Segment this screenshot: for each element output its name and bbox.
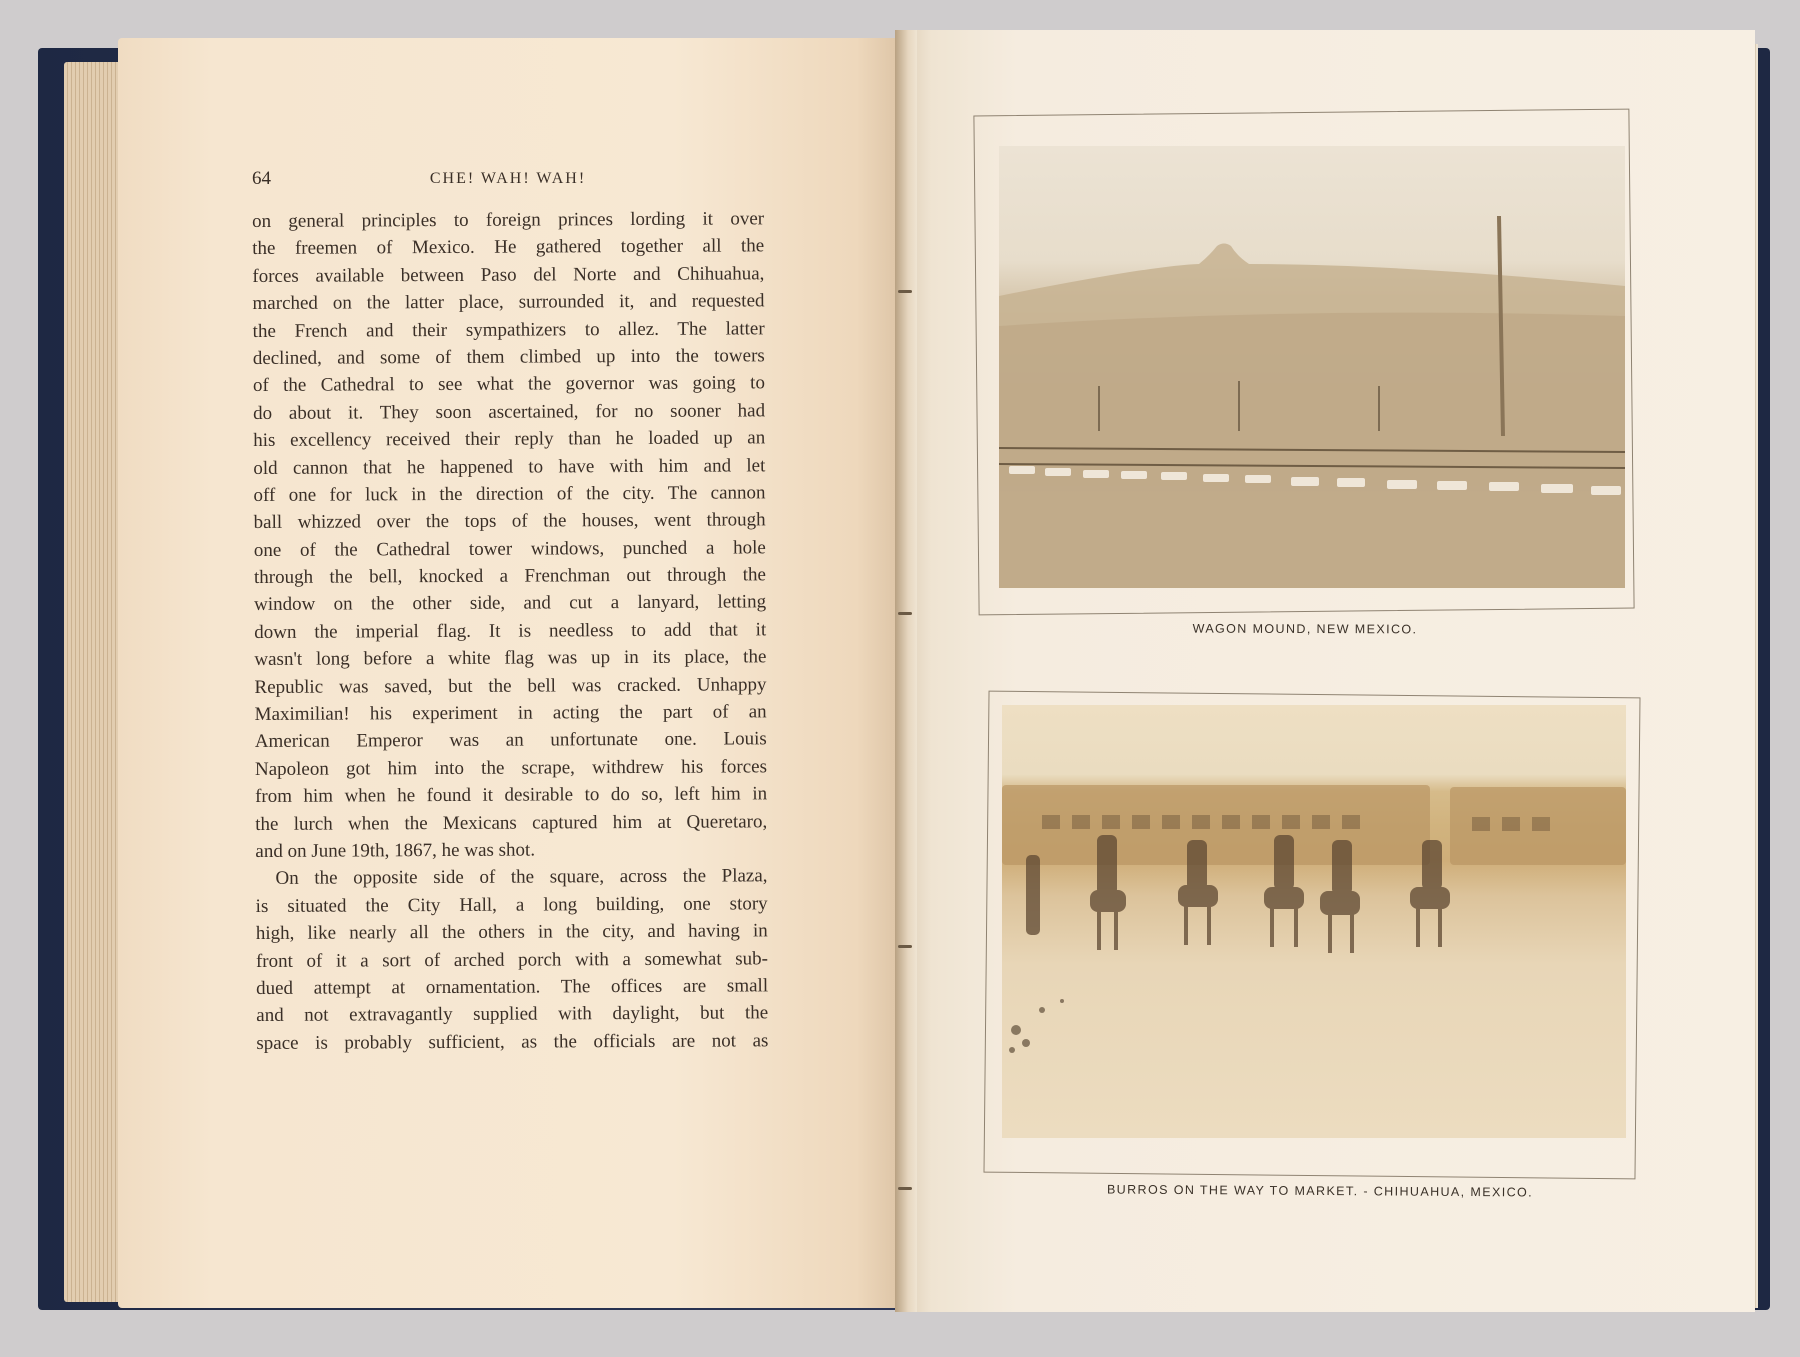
text-line: the lurch when the Mexicans captured him at Queretaro, [255, 810, 768, 835]
text-line: marched on the latter place, surrounded it, and requested [252, 290, 765, 315]
burros-illustration [1002, 705, 1626, 1138]
text-line: of the Cathedral to see what the governor was going to [252, 372, 765, 397]
caption-bottom: BURROS ON THE WAY TO MARKET. - CHIHUAHUA, MEXICO. [1106, 1182, 1534, 1200]
text-line: is situated the City Hall, a long building, one story [255, 893, 768, 917]
caption-top: WAGON MOUND, NEW MEXICO. [1192, 621, 1418, 637]
text-line: ball whizzed over the tops of the houses, went through [253, 509, 766, 534]
binding-stitch [898, 945, 912, 948]
text-line: American Emperor was an unfortunate one. Louis [254, 728, 767, 753]
binding-stitch [898, 290, 912, 293]
binding-stitch [898, 612, 912, 615]
text-line: window on the other side, and cut a lanyard, letting [254, 591, 767, 616]
text-line: old cannon that he happened to have with him and let [253, 454, 766, 479]
page-header [252, 168, 764, 192]
text-line: Republic was saved, but the bell was cracked. Unhappy [254, 673, 767, 698]
binding-stitch [898, 1187, 912, 1190]
page-number: 64 [252, 168, 271, 189]
book-gutter [895, 30, 917, 1312]
text-line: down the imperial flag. It is needless to add that it [254, 619, 767, 643]
photo-burros [1002, 705, 1626, 1138]
text-line: and not extravagantly supplied with daylight, but the [256, 1002, 769, 1027]
text-line: space is probably sufficient, as the officials are not as [256, 1030, 769, 1054]
text-line: wasn't long before a white flag was up in its place, the [254, 646, 767, 671]
text-line: on general principles to foreign princes lording it over [252, 208, 765, 232]
text-line: do about it. They soon ascertained, for no sooner had [253, 400, 766, 424]
text-line: his excellency received their reply than he loaded up an [253, 427, 766, 452]
text-line: off one for luck in the direction of the city. The cannon [253, 482, 766, 506]
text-line: high, like nearly all the others in the city, and having in [255, 920, 768, 945]
text-line: Maximilian! his experiment in acting the part of an [254, 701, 767, 726]
text-line: Napoleon got him into the scrape, withdrew his forces [254, 756, 767, 780]
text-line: front of it a sort of arched porch with a somewhat sub- [255, 947, 768, 972]
text-line: one of the Cathedral tower windows, punched a hole [253, 537, 766, 561]
body-text [252, 205, 768, 1057]
photo-wagon-mound [999, 146, 1625, 588]
text-line: from him when he found it desirable to do so, left him in [255, 783, 768, 808]
text-line: forces available between Paso del Norte and Chihuahua, [252, 263, 765, 287]
text-line: On the opposite side of the square, across the Plaza, [275, 865, 768, 890]
page-edges-left [64, 62, 124, 1302]
text-line: through the bell, knocked a Frenchman out through the [253, 564, 766, 589]
text-line: and on June 19th, 1867, he was shot. [255, 839, 536, 862]
running-title: CHE! WAH! WAH! [429, 170, 587, 187]
text-line: dued attempt at ornamentation. The offices are small [256, 975, 769, 999]
landscape-illustration [999, 146, 1625, 588]
text-line: declined, and some of them climbed up into the towers [252, 345, 765, 369]
text-line: the French and their sympathizers to allez. The latter [252, 317, 765, 342]
text-line: the freemen of Mexico. He gathered together all the [252, 235, 765, 260]
